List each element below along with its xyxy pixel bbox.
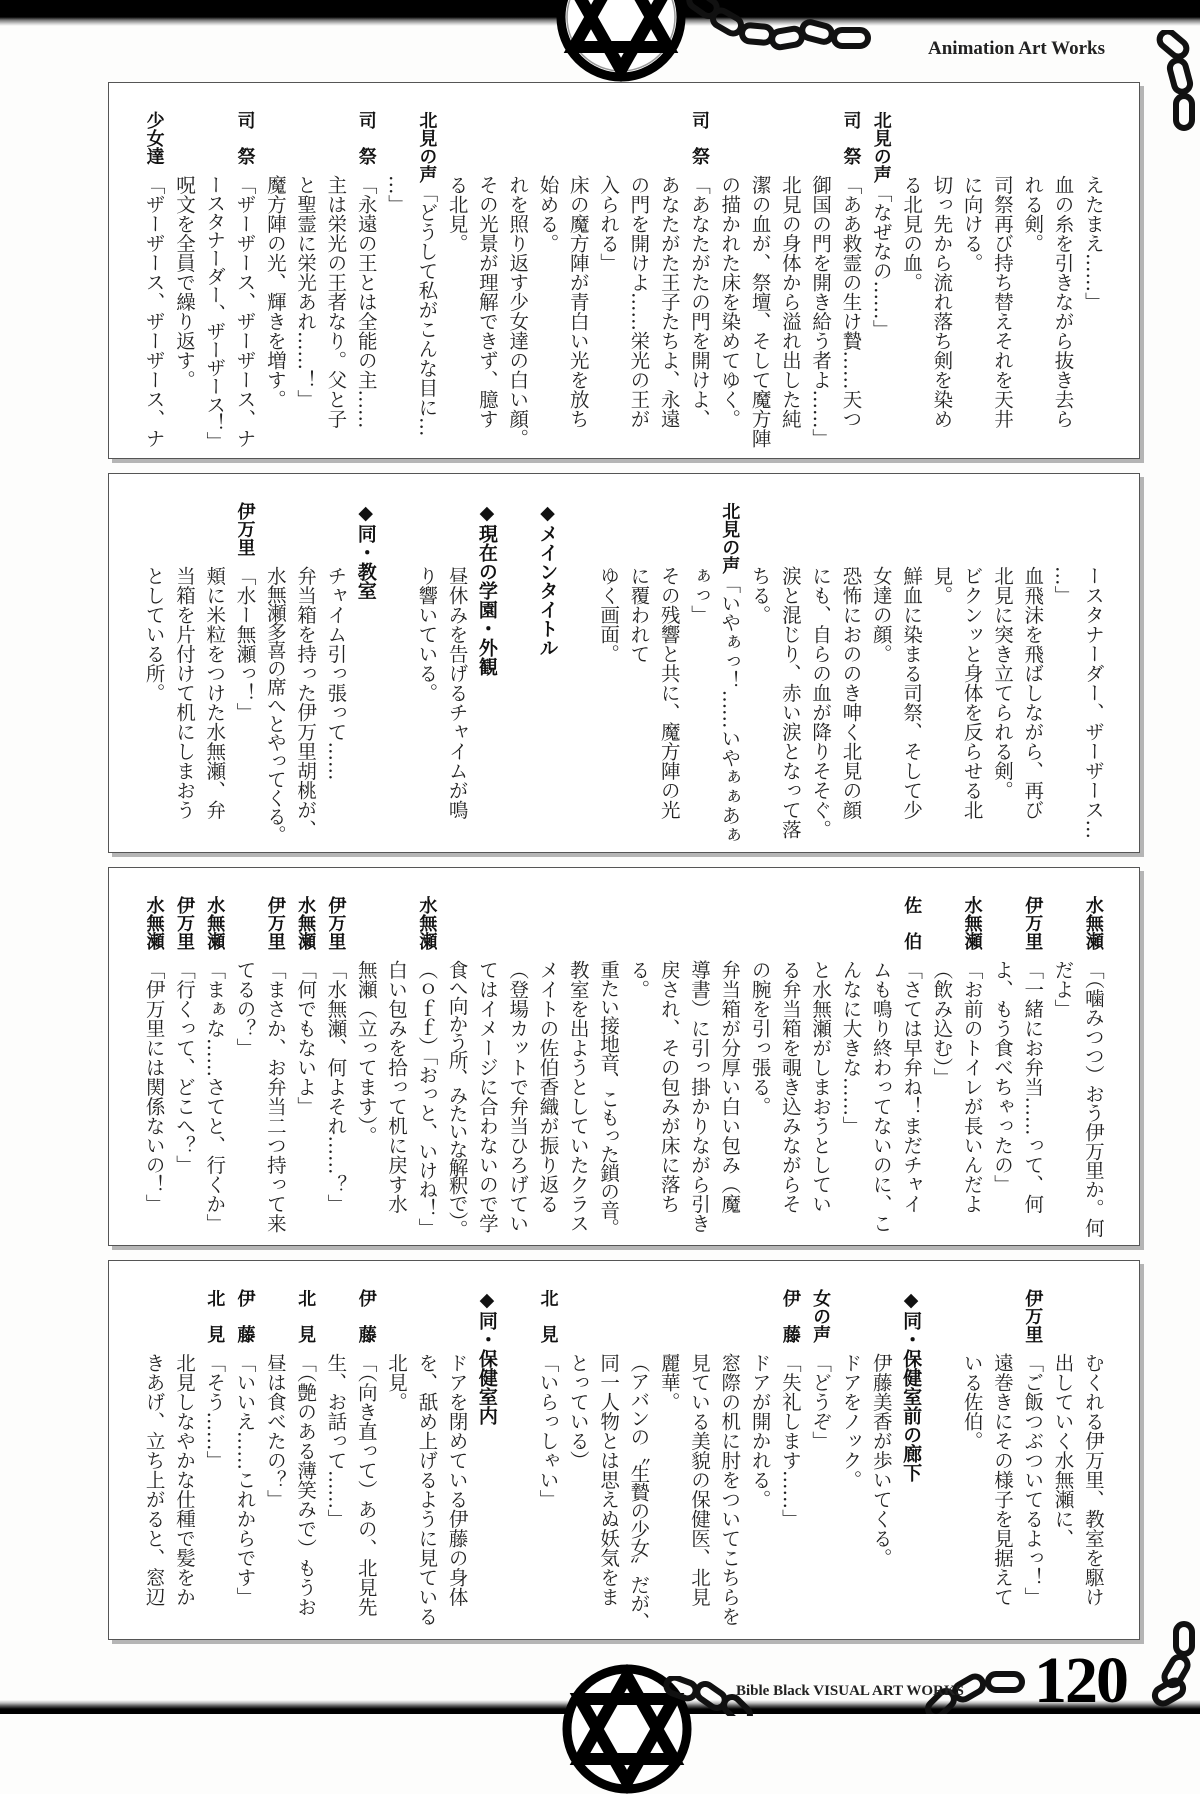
script-line (290, 502, 320, 852)
script-line (1047, 502, 1077, 852)
script-line (441, 111, 471, 458)
chain-icon (680, 0, 900, 55)
dialogue-text: 「お前のトイレが長いんだよ (960, 960, 984, 1214)
line-text: る北見。 (445, 175, 469, 253)
script-line (169, 502, 199, 852)
script-line (654, 111, 684, 458)
line-text: とっている） (566, 1353, 590, 1470)
script-line (957, 502, 987, 852)
script-line (835, 896, 865, 1245)
script-line (623, 896, 653, 1245)
line-text: 北見しなやかな仕種で髪をか (172, 1353, 196, 1607)
scene-heading: ◆同・保健室内 (475, 1289, 498, 1425)
speaker-name: 司 祭 (355, 111, 377, 165)
line-text: にも、自らの血が降りそそぐ。 (809, 566, 833, 839)
line-text: （アバンの〝生贄の少女〟だが、 (627, 1353, 651, 1631)
scene-heading: ◆メインタイトル (536, 502, 559, 657)
line-text: 重たい接地音、こもった鎖の音。 (597, 960, 621, 1237)
line-text: 麗華。 (657, 1353, 681, 1412)
line-text: 生、お話って……」 (324, 1353, 348, 1529)
line-text: ちる。 (748, 566, 772, 625)
line-text: 見。 (930, 566, 954, 605)
scene-heading: ◆現在の学園・外観 (475, 502, 498, 676)
script-line (775, 111, 805, 458)
dialogue-line (957, 896, 987, 1245)
line-text: 呪文を全員で繰り返す。 (172, 175, 196, 390)
speaker-name: 佐 伯 (901, 896, 923, 950)
line-text: を、舐め上げるように見ている (415, 1353, 439, 1626)
script-line (775, 896, 805, 1245)
speaker-name: 北 見 (295, 1289, 317, 1343)
script-line (744, 111, 774, 458)
scene-heading-column (351, 502, 381, 852)
dialogue-text: 「なぜなの……」 (869, 183, 893, 339)
script-line (169, 1289, 199, 1639)
dialogue-line (532, 1289, 562, 1639)
dialogue-text: 「まぁな……さてと、行くか」 (203, 960, 227, 1233)
script-line (623, 502, 653, 852)
blank-column (381, 502, 411, 852)
script-line (381, 1289, 411, 1639)
line-text: ドアをノック。 (839, 1353, 863, 1490)
speaker-name: 司 祭 (840, 111, 862, 165)
script-line (260, 111, 290, 458)
dialogue-text: 「いらっしゃい」 (536, 1353, 560, 1509)
line-text: 御国の門を開き給う者よ……」 (809, 175, 833, 448)
script-line (1047, 896, 1077, 1245)
line-text: 恐怖におののき呻く北見の顔 (839, 566, 863, 820)
line-text: その光景が理解できず、臆す (475, 175, 499, 429)
line-text: （飲み込む）」 (930, 960, 954, 1087)
script-line (1017, 111, 1047, 458)
dialogue-line (866, 111, 896, 458)
line-text: 切っ先から流れ落ち剣を染め (930, 175, 954, 429)
dialogue-text: 「ご飯つぶついてるよっ！」 (1021, 1353, 1045, 1607)
script-line (260, 1289, 290, 1639)
script-line (987, 502, 1017, 852)
speaker-name: 北 見 (537, 1289, 559, 1343)
footer-book-title: Bible Black VISUAL ART WORKS (736, 1683, 964, 1699)
dialogue-text: 「ザーザース、ザーザース、ナ (142, 175, 166, 448)
line-text: 教室を出ようとしていたクラス (566, 960, 590, 1233)
script-line (381, 896, 411, 1245)
speaker-name: 伊万里 (173, 896, 195, 950)
dialogue-text: 「ザーザース、ザーザース、ナ (233, 175, 257, 448)
dialogue-text: 「失礼します……」 (778, 1353, 802, 1529)
dialogue-line (320, 896, 350, 1245)
script-line (502, 896, 532, 1245)
script-line (835, 1289, 865, 1639)
scene-heading: ◆同・保健室前の廊下 (900, 1289, 923, 1482)
script-line (896, 111, 926, 458)
dialogue-line (411, 896, 441, 1245)
script-line (926, 502, 956, 852)
script-line (441, 896, 471, 1245)
script-line (593, 111, 623, 458)
line-text: ムも鳴り終わってないのに、こ (869, 960, 893, 1233)
line-text: 主は栄光の王者なり。父と子 (324, 175, 348, 429)
speaker-name: 伊 藤 (355, 1289, 377, 1343)
dialogue-text: 「あなたがたの門を開けよ、 (687, 175, 711, 429)
dialogue-line (1017, 896, 1047, 1245)
line-text: むくれる伊万里、教室を駆け (1081, 1353, 1105, 1607)
script-line (684, 896, 714, 1245)
line-text: 涙と混じり、赤い涙となって落 (778, 566, 802, 839)
blank-column (563, 502, 593, 852)
line-text: の描かれた床を染めてゆく。 (718, 175, 742, 429)
dialogue-line (139, 896, 169, 1245)
script-line (957, 1289, 987, 1639)
script-line (623, 111, 653, 458)
line-text: ビクンッと身体を反らせる北 (960, 566, 984, 820)
dialogue-text: 「（艶のある薄笑みで）もうお (294, 1353, 318, 1617)
line-text: 当箱を片付けて机にしまおう (172, 566, 196, 820)
line-text: 魔方陣の光、輝きを増す。 (263, 175, 287, 409)
speaker-name: 北 見 (204, 1289, 226, 1343)
speaker-name: 少女達 (143, 111, 165, 165)
script-line (229, 896, 259, 1245)
script-line (926, 111, 956, 458)
speaker-name: 伊万里 (264, 896, 286, 950)
script-line (563, 111, 593, 458)
line-text: 導書）に引っ掛かりながら引き (687, 960, 711, 1233)
script-line (684, 502, 714, 852)
line-text: 水無瀬多喜の席へとやってくる。 (263, 566, 287, 844)
dialogue-line (714, 502, 744, 852)
line-text: 無瀬（立ってます）。 (354, 960, 378, 1146)
scene-heading-column (472, 502, 502, 852)
dialogue-line (199, 1289, 229, 1639)
line-text: 司祭再び持ち替えそれを天井 (990, 175, 1014, 429)
line-text: （登場カットで弁当ひろげてい (506, 960, 530, 1233)
dialogue-line (260, 896, 290, 1245)
hexagram-emblem-icon (556, 0, 686, 82)
script-line (199, 502, 229, 852)
script-line (381, 111, 411, 458)
line-text: ースタナーダー、ザーザース！」 (203, 175, 227, 450)
script-line (411, 1289, 441, 1639)
line-text: よ、もう食べちゃったの」 (990, 960, 1014, 1194)
speaker-name: 伊 藤 (234, 1289, 256, 1343)
line-text: だよ」 (1051, 960, 1075, 1019)
script-line (441, 502, 471, 852)
line-text: 昼は食べたの？」 (263, 1353, 287, 1509)
script-line (320, 111, 350, 458)
script-panel-3 (108, 867, 1140, 1246)
dialogue-line (139, 111, 169, 458)
dialogue-line (290, 896, 320, 1245)
dialogue-text: 「行くって、どこへ？」 (172, 960, 196, 1175)
script-panel-2 (108, 473, 1140, 853)
scene-heading: ◆同・教室 (354, 502, 377, 600)
line-text: 白い包みを拾って机に戻す水 (385, 960, 409, 1214)
line-text: 頬に米粒をつけた水無瀬、弁 (203, 566, 227, 820)
blank-column (502, 502, 532, 852)
line-text: と水無瀬がしまおうとしてい (809, 960, 833, 1214)
dialogue-line (229, 1289, 259, 1639)
script-line (532, 111, 562, 458)
script-line (472, 896, 502, 1245)
script-line (1078, 1289, 1108, 1639)
script-line (1017, 502, 1047, 852)
script-line (593, 896, 623, 1245)
script-line (532, 896, 562, 1245)
speaker-name: 司 祭 (234, 111, 256, 165)
line-text: …」 (385, 175, 409, 214)
speaker-name: 水無瀬 (143, 896, 165, 950)
speaker-name: 水無瀬 (961, 896, 983, 950)
speaker-name: 伊万里 (1022, 896, 1044, 950)
line-text: る弁当箱を覗き込みながらそ (778, 960, 802, 1214)
line-text: 出していく水無瀬に、 (1051, 1353, 1075, 1548)
script-line (441, 1289, 471, 1639)
line-text: メイトの佐伯香織が振り返る (536, 960, 560, 1214)
line-text: てるの？」 (233, 960, 257, 1058)
script-line (835, 502, 865, 852)
line-text: り響いている。 (415, 566, 439, 703)
script-line (775, 502, 805, 852)
dialogue-text: 「どうぞ」 (809, 1353, 833, 1451)
script-line (744, 896, 774, 1245)
dialogue-line (1017, 1289, 1047, 1639)
script-line (563, 896, 593, 1245)
script-line (866, 896, 896, 1245)
script-line (714, 111, 744, 458)
script-panel-4 (108, 1260, 1140, 1640)
line-text: てはイメージに合わないので学 (475, 960, 499, 1233)
script-line (654, 502, 684, 852)
line-text: れる剣。 (1021, 175, 1045, 253)
script-line (199, 111, 229, 458)
script-line (502, 111, 532, 458)
script-line (320, 502, 350, 852)
script-line (866, 502, 896, 852)
line-text: ぁっ」 (687, 566, 711, 625)
dialogue-text: 「（向き直って）あの、北見先 (354, 1353, 378, 1617)
dialogue-text: 「何でもないよ」 (294, 960, 318, 1116)
line-text: ゆく画面。 (597, 566, 621, 664)
line-text: えたまえ……」 (1081, 175, 1105, 312)
speaker-name: 伊万里 (1022, 1289, 1044, 1343)
line-text: 弁当箱を持った伊万里胡桃が、 (294, 566, 318, 839)
script-line (1047, 111, 1077, 458)
script-line (744, 1289, 774, 1639)
line-text: る北見の血。 (900, 175, 924, 292)
dialogue-text: 「（噛みつつ）おう伊万里か。何 (1081, 960, 1105, 1237)
speaker-name: 北見の声 (719, 502, 741, 574)
script-line (654, 1289, 684, 1639)
dialogue-text: 「まさか、お弁当二つ持って来 (263, 960, 287, 1233)
speaker-name: 女の声 (810, 1289, 832, 1343)
script-line (896, 502, 926, 852)
script-line (472, 111, 502, 458)
chain-icon (1150, 30, 1200, 140)
line-text: 北見に突き立てられる剣。 (990, 566, 1014, 800)
dialogue-line (351, 111, 381, 458)
dialogue-line (229, 111, 259, 458)
line-text: ドアが開かれる。 (748, 1353, 772, 1509)
line-text: 見ている美貌の保健医、北見 (687, 1353, 711, 1607)
dialogue-line (896, 896, 926, 1245)
line-text: に覆われて (627, 566, 651, 664)
line-text: 遠巻きにその様子を見据えて (990, 1353, 1014, 1607)
dialogue-line (229, 502, 259, 852)
line-text: 潔の血が、祭壇、そして魔方陣 (748, 175, 772, 448)
script-line (593, 1289, 623, 1639)
line-text: 食へ向かう所、みたいな解釈で）。 (445, 960, 469, 1238)
dialogue-line (290, 1289, 320, 1639)
script-line (957, 111, 987, 458)
line-text: 昼休みを告げるチャイムが鳴 (445, 566, 469, 820)
dialogue-line (775, 1289, 805, 1639)
script-line (1078, 502, 1108, 852)
script-line (139, 1289, 169, 1639)
dialogue-text: 「いいえ……これからです」 (233, 1353, 257, 1607)
script-line (805, 502, 835, 852)
dialogue-line (199, 896, 229, 1245)
line-text: きあげ、立ち上がると、窓辺 (142, 1353, 166, 1607)
line-text: の腕を引っ張る。 (748, 960, 772, 1116)
script-line (926, 896, 956, 1245)
header-title: Animation Art Works (928, 38, 1106, 59)
scene-heading-column (896, 1289, 926, 1639)
line-text: …」 (1051, 566, 1075, 605)
dialogue-line (805, 1289, 835, 1639)
line-text: んなに大きな……」 (839, 960, 863, 1136)
script-line (744, 502, 774, 852)
script-line (169, 111, 199, 458)
script-line (987, 896, 1017, 1245)
line-text: チャイム引っ張って…… (324, 566, 348, 781)
speaker-name: 伊万里 (325, 896, 347, 950)
line-text: その残響と共に、魔方陣の光 (657, 566, 681, 820)
script-panel-1 (108, 82, 1140, 459)
dialogue-text: 「水ー無瀬っ！」 (233, 566, 257, 722)
script-line (684, 1289, 714, 1639)
script-line (987, 111, 1017, 458)
script-line (987, 1289, 1017, 1639)
chain-icon (1150, 1620, 1200, 1714)
script-line (654, 896, 684, 1245)
script-line (866, 1289, 896, 1639)
script-line (290, 111, 320, 458)
line-text: 血の糸を引きながら抜き去ら (1051, 175, 1075, 429)
line-text: る。 (627, 960, 651, 999)
line-text: あなたがた王子たちよ、永遠 (657, 175, 681, 429)
script-line (1047, 1289, 1077, 1639)
line-text: 入られる」 (597, 175, 621, 273)
line-text: 同一人物とは思えぬ妖気をま (597, 1353, 621, 1607)
line-text: 北見。 (385, 1353, 409, 1412)
line-text: 窓際の机に肘をついてこちらを (718, 1353, 742, 1626)
script-line (411, 502, 441, 852)
script-line (805, 111, 835, 458)
script-line (714, 896, 744, 1245)
dialogue-line (169, 896, 199, 1245)
line-text: ースタナーダー、ザーザース… (1081, 566, 1105, 839)
page-number: 120 (1034, 1644, 1127, 1717)
blank-column (502, 1289, 532, 1639)
script-line (1078, 111, 1108, 458)
line-text: に向ける。 (960, 175, 984, 273)
scene-heading-column (532, 502, 562, 852)
dialogue-text: 「そう……」 (203, 1353, 227, 1470)
dialogue-text: 「一緒にお弁当……って、何 (1021, 960, 1045, 1214)
line-text: 床の魔方陣が青白い光を放ち (566, 175, 590, 429)
script-line (714, 1289, 744, 1639)
line-text: 始める。 (536, 175, 560, 253)
speaker-name: 北見の声 (870, 111, 892, 183)
script-line (563, 1289, 593, 1639)
blank-column (926, 1289, 956, 1639)
script-line (320, 1289, 350, 1639)
speaker-name: 司 祭 (688, 111, 710, 165)
line-text: 女達の顔。 (869, 566, 893, 664)
line-text: 北見の身体から溢れ出した純 (778, 175, 802, 429)
line-text: としている所。 (142, 566, 166, 703)
speaker-name: 水無瀬 (204, 896, 226, 950)
line-text: 鮮血に染まる司祭、そして少 (900, 566, 924, 820)
script-line (593, 502, 623, 852)
line-text: の門を開けよ……栄光の王が (627, 175, 651, 429)
line-text: 戻され、その包みが床に落ち (657, 960, 681, 1214)
line-text: ドアを閉めている伊藤の身体 (445, 1353, 469, 1607)
dialogue-text: （ｏｆｆ）「おっと、いけね！」 (415, 960, 439, 1237)
script-line (139, 502, 169, 852)
speaker-name: 伊 藤 (779, 1289, 801, 1343)
line-text: れを照り返す少女達の白い顔。 (506, 175, 530, 448)
line-text: と聖霊に栄光あれ……！」 (294, 175, 318, 409)
script-line (805, 896, 835, 1245)
speaker-name: 水無瀬 (416, 896, 438, 950)
dialogue-line (1078, 896, 1108, 1245)
speaker-name: 北見の声 (416, 111, 438, 183)
dialogue-text: 「さては早弁ね！まだチャイ (900, 960, 924, 1214)
script-line (623, 1289, 653, 1639)
dialogue-text: 「伊万里には関係ないの！」 (142, 960, 166, 1214)
dialogue-text: 「水無瀬、何よそれ……？」 (324, 960, 348, 1214)
scene-heading-column (472, 1289, 502, 1639)
script-line (351, 896, 381, 1245)
script-line (260, 502, 290, 852)
line-text: 血飛沫を飛ばしながら、再び (1021, 566, 1045, 820)
line-text: いる佐伯。 (960, 1353, 984, 1451)
speaker-name: 伊万里 (234, 502, 256, 556)
dialogue-line (835, 111, 865, 458)
line-text: 弁当箱が分厚い白い包み（魔 (718, 960, 742, 1214)
dialogue-text: 「いやぁっ！……いやぁぁあぁ (718, 574, 742, 845)
dialogue-text: 「永遠の王とは全能の主…… (354, 175, 378, 429)
speaker-name: 水無瀬 (295, 896, 317, 950)
dialogue-line (684, 111, 714, 458)
speaker-name: 水無瀬 (1082, 896, 1104, 950)
dialogue-line (411, 111, 441, 458)
dialogue-text: 「ああ救霊の生け贄……天つ (839, 175, 863, 429)
line-text: 伊藤美香が歩いてくる。 (869, 1353, 893, 1568)
dialogue-text: 「どうして私がこんな目に… (415, 183, 439, 437)
dialogue-line (351, 1289, 381, 1639)
